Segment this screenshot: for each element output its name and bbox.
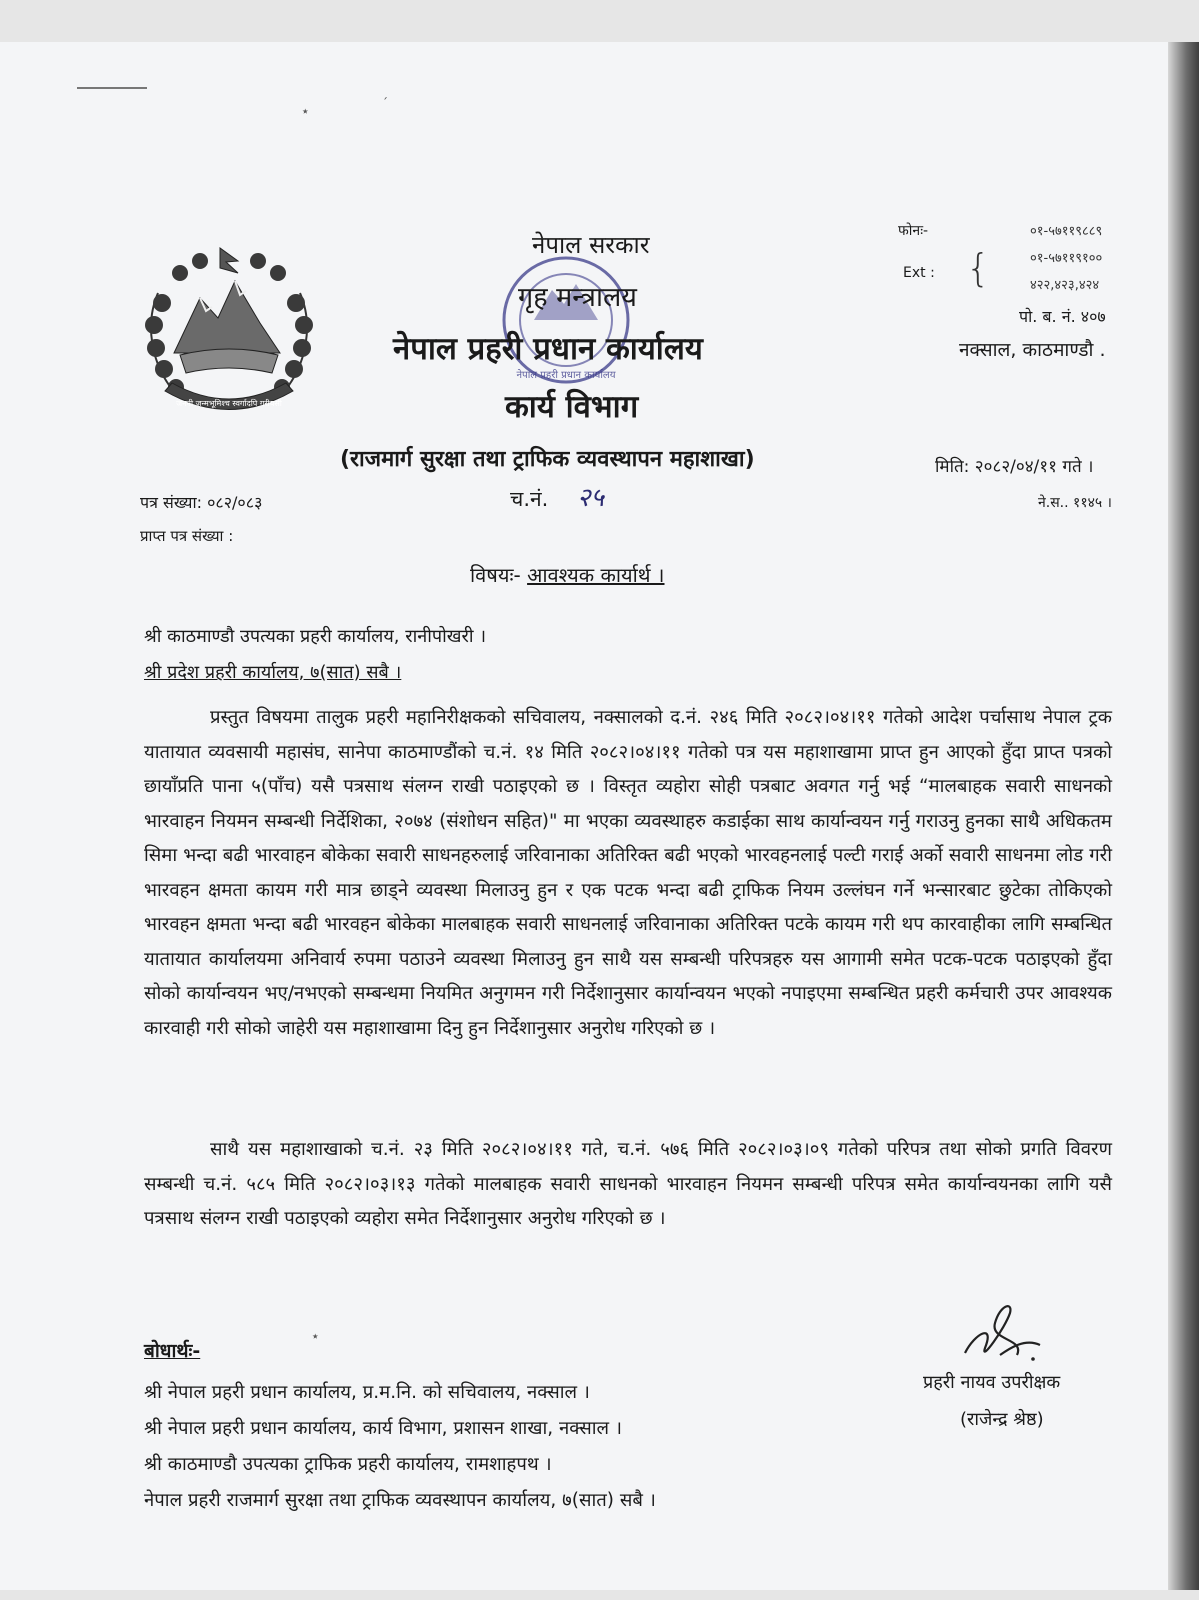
nepal-emblem-icon [140,243,318,423]
emblem-caption: जननी जन्मभूमिश्च स्वर्गादपि गरीयसी [176,399,282,408]
scan-speck: ٭ [312,1329,319,1343]
scan-speck: ˊ [382,96,388,110]
cc-item-2: श्री नेपाल प्रहरी प्रधान कार्यालय, कार्य विभाग, प्रशासन शाखा, नक्साल । [144,1418,622,1439]
body-paragraph-1 [144,701,1112,1046]
letter-date: मिति: २०८२/०४/११ गते । [935,457,1094,477]
ext-label: Ext : [903,265,935,281]
chalani-number: २५ [577,483,605,513]
body-paragraph-2-text: साथै यस महाशाखाको च.नं. २३ मिति २०८२।०४।११ गते, च.नं. ५७६ मिति २०८२।०३।०९ गतेको परिपत्र तथा सोको प्रगति विवरण सम्बन्धी च.नं. ५८५ मिति २०८२।०३।१३ गतेको मालबाहक सवारी साधनको भारवाहन नियमन सम्बन्धी परिपत्र समेत कार्यान्वयनका लागि यसै पत्रसाथ संलग्न राखी पठाइएको व्यहोरा समेत निर्देशानुसार अनुरोध गरिएको छ । [144,1139,1112,1229]
extension-numbers: ४२२,४२३,४२४ [1030,278,1100,293]
body-paragraph-1-text: प्रस्तुत विषयमा तालुक प्रहरी महानिरीक्षकको सचिवालय, नक्सालको द.नं. २४६ मिति २०८२।०४।११ गतेको आदेश पर्चासाथ नेपाल ट्रक यातायात व्यवसायी महासंघ, सानेपा काठमाण्डौंको च.नं. १४ मिति २०८२।०४।११ गतेको पत्र यस महाशाखामा प्राप्त हुन आएको हुँदा प्राप्त पत्रको छायाँप्रति पाना ५(पाँच) यसै पत्रसाथ संलग्न राखी पठाइएको छ । विस्तृत व्यहोरा सोही पत्रबाट अवगत गर्नु भई “मालबाहक सवारी साधनको भारवाहन नियमन सम्बन्धी निर्देशिका, २०७४ (संशोधन सहित)" मा भएका व्यवस्थाहरु कडाईका साथ कार्यान्वयन गर्नु गराउनु हुनका साथै अधिकतम सिमा भन्दा बढी भारवाहन बोकेका सवारी साधनहरुलाई जरिवानाका अतिरिक्त बढी भएको भारवहनलाई पल्टी गराई अर्को सवारी साधनमा लोड गरी भारवहन क्षमता कायम गरी मात्र छाड्ने व्यवस्था मिलाउनु हुन र एक पटक भन्दा बढी ट्राफिक नियम उल्लंघन गर्ने भन्सारबाट छुटेका तोकिएको भारवहन क्षमता भन्दा बढी भारवहन बोकेका मालबाहक सवारी साधनलाई जरिवानाका अतिरिक्त पटके कायम गरी थप कारवाहीका लागि सम्बन्धित यातायात कार्यालयमा अनिवार्य रुपमा पठाउने व्यवस्था मिलाउनु हुन साथै यस सम्बन्धी परिपत्रहरु यस आगामी समेत पटक-पटक पठाइएको हुँदा सोको कार्यान्वयन भए/नभएको सम्बन्धमा नियमित अनुगमन गरी निर्देशानुसार कार्यान्वयन भएको नपाइएमा सम्बन्धित प्रहरी कर्मचारी उपर आवश्यक कारवाही गरी सोको जाहेरी यस महाशाखामा दिनु हुन निर्देशानुसार अनुरोध गरिएको छ । [144,707,1112,1039]
signature-icon [955,1293,1051,1373]
cc-item-3: श्री काठमाण्डौ उपत्यका ट्राफिक प्रहरी कार्यालय, रामशाहपथ । [144,1454,552,1475]
cc-item-1: श्री नेपाल प्रहरी प्रधान कार्यालय, प्र.म.नि. को सचिवालय, नक्साल । [144,1382,590,1403]
phone-label: फोनः- [898,223,929,239]
scan-speck: ٭ [302,104,309,118]
recipient-2: श्री प्रदेश प्रहरी कार्यालय, ७(सात) सबै । [144,662,402,683]
office-title: नेपाल प्रहरी प्रधान कार्यालय [393,331,703,367]
recipient-1: श्री काठमाण्डौ उपत्यका प्रहरी कार्यालय, रानीपोखरी । [144,626,487,647]
stamp-text: नेपाल प्रहरी प्रधान कार्यालय [516,370,616,381]
office-address: नक्साल, काठमाण्डौ . [959,339,1106,361]
subject-label: विषयः- [470,563,521,587]
subject-text: आवश्यक कार्यार्थ । [527,563,665,587]
nepal-sambat: ने.स.. ११४५ । [1038,495,1112,511]
government-title: नेपाल सरकार [532,231,650,259]
received-letter-number: प्राप्त पत्र संख्या : [140,527,234,545]
chalani-label: च.नं. [510,487,549,511]
brace-icon: { [966,246,991,290]
po-box: पो. ब. नं. ४०७ [1019,307,1106,326]
branch-title: (राजमार्ग सुरक्षा तथा ट्राफिक व्यवस्थापन महाशाखा) [340,447,755,472]
subject-line [470,561,665,588]
signatory-name: (राजेन्द्र श्रेष्ठ) [960,1409,1044,1430]
patra-sankhya: पत्र संख्या: ०८२/०८३ [140,493,263,512]
bodharth-label: बोधार्थः- [144,1340,201,1362]
scan-edge-shadow [1168,42,1199,1590]
cc-item-4: नेपाल प्रहरी राजमार्ग सुरक्षा तथा ट्राफिक व्यवस्थापन कार्यालय, ७(सात) सबै । [144,1490,656,1511]
phone-number-1: ०१-५७११९८८९ [1030,224,1103,239]
phone-number-2: ०१-५७११९१०० [1030,251,1103,266]
ministry-title: गृह मन्त्रालय [518,282,637,313]
body-paragraph-2 [144,1133,1112,1237]
department-title: कार्य विभाग [505,389,639,425]
scan-mark [77,87,147,89]
signatory-designation: प्रहरी नायव उपरीक्षक [923,1372,1061,1393]
